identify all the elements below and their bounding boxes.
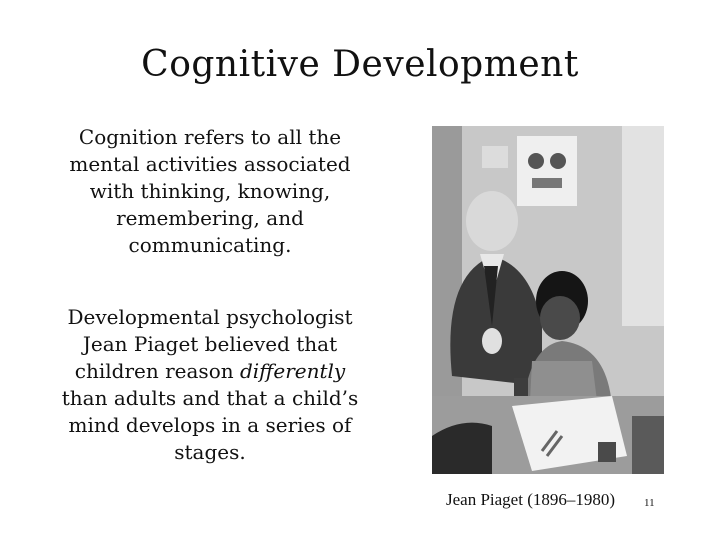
- piaget-photo-illustration: [432, 126, 664, 474]
- photo-caption: Jean Piaget (1896–1980): [446, 490, 616, 509]
- slide-title: Cognitive Development: [141, 44, 579, 85]
- emphasis-differently: differently: [239, 359, 346, 383]
- piaget-photo: [432, 126, 664, 474]
- slide-number: 11: [644, 497, 655, 509]
- piaget-description-end: than adults and that a child’s mind develops in a series of stages.: [61, 386, 359, 464]
- cognition-definition: Cognition refers to all the mental activities associated with thinking, knowing, remembering, and communicating.: [69, 125, 351, 257]
- piaget-description-start: Developmental psychologist Jean Piaget believed that children reason: [67, 305, 353, 383]
- piaget-description: [52, 304, 368, 466]
